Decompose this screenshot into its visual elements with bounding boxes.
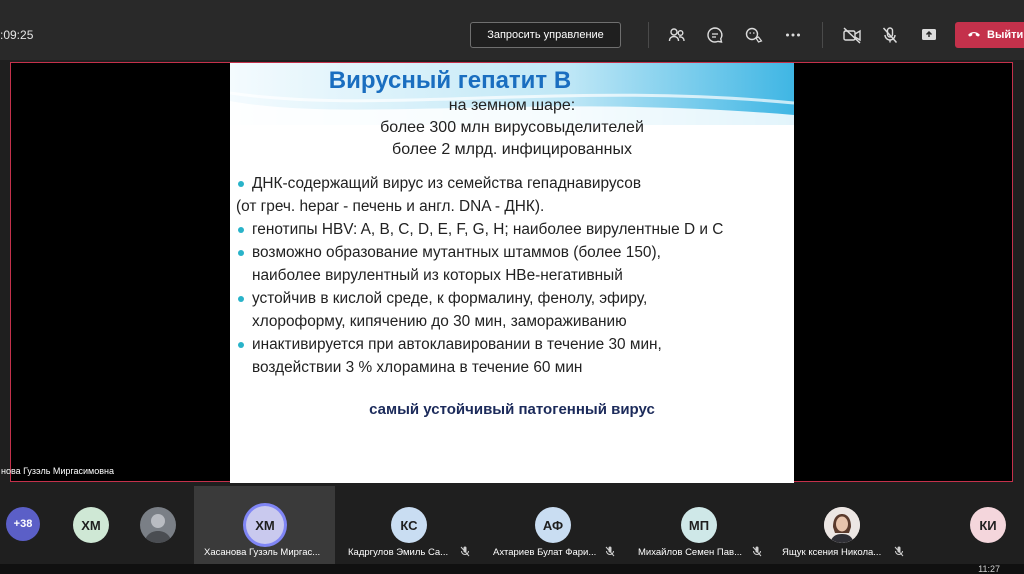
slide-bullet-text: инактивируется при автоклавировании в течение 30 мин, (252, 336, 662, 353)
presentation-slide (230, 63, 794, 483)
slide-bullet-text: хлороформу, кипячению до 30 мин, замораживанию (252, 313, 627, 330)
more-participants-tile[interactable] (0, 486, 55, 564)
avatar (970, 507, 1006, 543)
participant-tile[interactable] (960, 486, 1024, 564)
participant-tile[interactable] (776, 486, 914, 564)
participant-name: Михайлов Семен Пав... (638, 547, 742, 558)
avatar (535, 507, 571, 543)
mic-off-icon (605, 546, 615, 560)
taskbar-clock: 11:27 (978, 564, 1000, 574)
participant-tile[interactable] (342, 486, 480, 564)
slide-subtitle-line: более 2 млрд. инфицированных (392, 141, 632, 158)
bullet-dot-icon (238, 227, 244, 233)
chat-icon[interactable] (704, 24, 726, 46)
avatar (681, 507, 717, 543)
slide-bullet-item (236, 173, 792, 195)
slide-bullet-item (236, 288, 792, 310)
slide-bullet-item (236, 357, 792, 379)
participant-name: Ящук ксения Никола... (782, 547, 882, 558)
slide-subtitle-line: на земном шаре: (448, 97, 576, 114)
slide-bullet-item (236, 242, 792, 264)
mic-off-icon[interactable] (879, 24, 901, 46)
slide-bullet-text: наиболее вирулентный из которых HBe-негативный (252, 267, 623, 284)
participant-gallery (0, 486, 1024, 564)
slide-subtitle-line: более 300 млн вирусовыделителей (380, 119, 644, 136)
slide-footer-text: самый устойчивый патогенный вирус (369, 401, 655, 418)
participant-name: Ахтариев Булат Фари... (493, 547, 597, 558)
avatar-photo (140, 507, 176, 543)
bullet-dot-icon (238, 296, 244, 302)
toolbar-divider (648, 22, 649, 48)
participant-name: Кадргулов Эмиль Са... (348, 547, 449, 558)
bullet-dot-icon (238, 342, 244, 348)
participant-name: Хасанова Гузэль Миргас... (204, 547, 321, 558)
slide-bullet-text: (от греч. hepar - печень и англ. DNA - ДНК). (236, 198, 545, 215)
slide-bullet-item (236, 334, 792, 356)
leave-button[interactable] (955, 22, 1024, 48)
os-taskbar (0, 564, 1024, 574)
slide-title: Вирусный гепатит В (328, 67, 572, 94)
slide-bullet-text: генотипы HBV: A, B, C, D, E, F, G, H; наиболее вирулентные D и C (252, 221, 724, 238)
people-icon[interactable] (666, 24, 688, 46)
avatar (391, 507, 427, 543)
avatar-initials: КИ (979, 517, 997, 533)
avatar (246, 506, 284, 544)
slide-bullet-item (236, 196, 792, 218)
slide-bullet-item (236, 219, 792, 241)
meeting-toolbar (0, 0, 1024, 60)
bullet-dot-icon (238, 250, 244, 256)
avatar (73, 507, 109, 543)
leave-label: Выйти (987, 29, 1024, 41)
participant-tile[interactable] (55, 486, 125, 564)
avatar-initials: ХМ (81, 517, 101, 533)
slide-bullet-item (236, 311, 792, 333)
call-timer: :09:25 (0, 28, 34, 42)
participant-tile[interactable] (632, 486, 770, 564)
mic-off-icon (894, 546, 904, 560)
more-icon[interactable] (782, 24, 804, 46)
participant-tile[interactable] (487, 486, 625, 564)
slide-bullet-text: ДНК-содержащий вирус из семейства гепаднавирусов (252, 175, 642, 192)
presenter-name-label: нова Гузэль Миргасимовна (1, 466, 114, 476)
slide-bullet-text: возможно образование мутантных штаммов (более 150), (252, 244, 661, 261)
avatar-initials: КС (400, 517, 418, 533)
avatar-initials: АФ (542, 517, 564, 533)
reactions-icon[interactable] (743, 24, 765, 46)
phone-icon (967, 29, 981, 42)
shared-screen-stage (1, 62, 1013, 482)
participant-tile[interactable] (125, 486, 190, 564)
share-icon[interactable] (918, 24, 940, 46)
avatar-initials: МП (688, 517, 710, 533)
mic-off-icon (752, 546, 762, 560)
camera-off-icon[interactable] (841, 24, 863, 46)
bullet-dot-icon (238, 181, 244, 187)
participant-tile-active[interactable] (194, 486, 335, 564)
avatar-photo (824, 507, 860, 543)
request-control-button[interactable]: Запросить управление (470, 22, 621, 48)
avatar-initials: ХМ (255, 517, 275, 533)
slide-bullet-text: устойчив в кислой среде, к формалину, фенолу, эфиру, (252, 290, 648, 307)
mic-off-icon (460, 546, 470, 560)
slide-bullet-text: воздействии 3 % хлорамина в течение 60 мин (252, 359, 583, 376)
slide-bullet-list (236, 173, 792, 380)
slide-bullet-item (236, 265, 792, 287)
more-participants-count: +38 (6, 507, 40, 541)
toolbar-divider (822, 22, 823, 48)
